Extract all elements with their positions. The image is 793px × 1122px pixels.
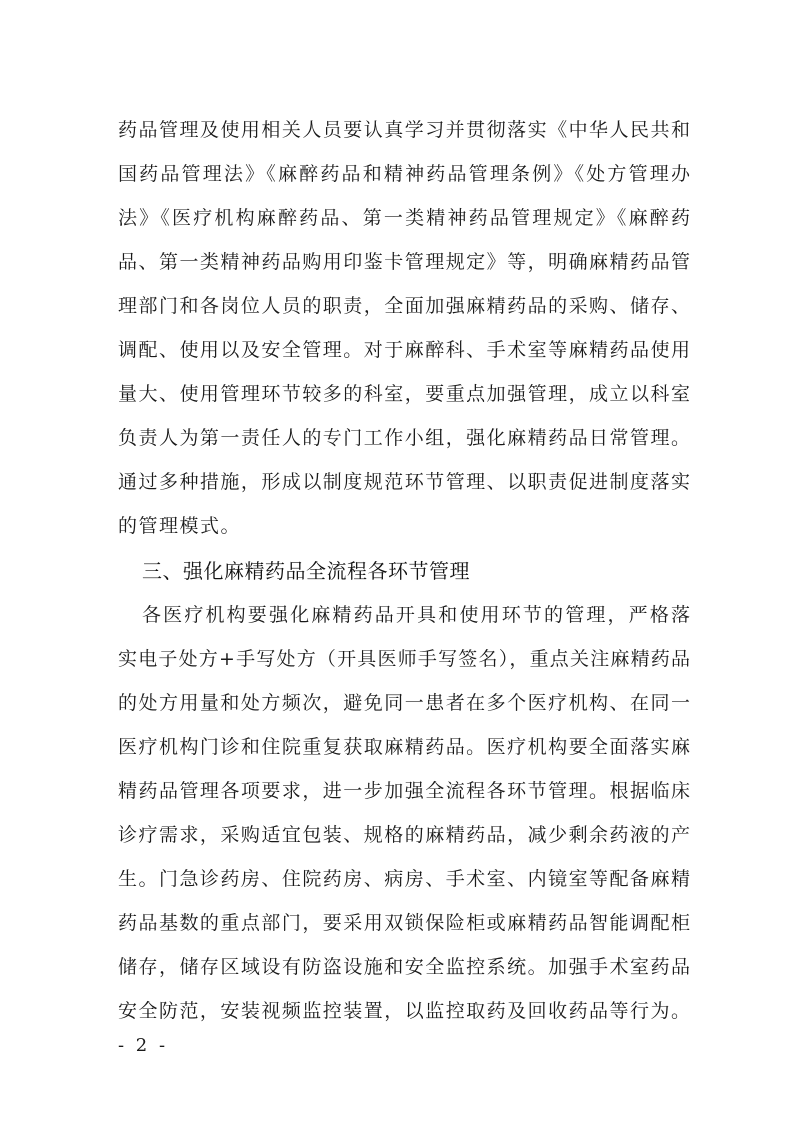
section-heading: 三、强化麻精药品全流程各环节管理 bbox=[142, 559, 470, 583]
paragraph-line: 药品基数的重点部门，要采用双锁保险柜或麻精药品智能调配柜 bbox=[118, 912, 690, 934]
paragraph-line: 实电子处方+手写处方（开具医师手写签名），重点关注麻精药品 bbox=[118, 648, 690, 670]
paragraph-line: 医疗机构门诊和住院重复获取麻精药品。医疗机构要全面落实麻 bbox=[118, 736, 690, 758]
paragraph-line: 理部门和各岗位人员的职责，全面加强麻精药品的采购、储存、 bbox=[118, 295, 690, 317]
paragraph-line: 通过多种措施，形成以制度规范环节管理、以职责促进制度落实 bbox=[118, 471, 690, 493]
paragraph-line: 量大、使用管理环节较多的科室，要重点加强管理，成立以科室 bbox=[118, 383, 690, 405]
paragraph-line: 品、第一类精神药品购用印鉴卡管理规定》等，明确麻精药品管 bbox=[118, 251, 690, 273]
paragraph-line: 各医疗机构要强化麻精药品开具和使用环节的管理，严格落 bbox=[142, 604, 690, 626]
page-number: - 2 - bbox=[118, 1035, 169, 1056]
paragraph-line: 安全防范，安装视频监控装置，以监控取药及回收药品等行为。 bbox=[118, 1000, 690, 1022]
paragraph-line: 精药品管理各项要求，进一步加强全流程各环节管理。根据临床 bbox=[118, 780, 690, 802]
paragraph-line: 的处方用量和处方频次，避免同一患者在多个医疗机构、在同一 bbox=[118, 692, 690, 714]
paragraph-line: 调配、使用以及安全管理。对于麻醉科、手术室等麻精药品使用 bbox=[118, 339, 690, 361]
paragraph-line: 储存，储存区域设有防盗设施和安全监控系统。加强手术室药品 bbox=[118, 956, 690, 978]
paragraph-line: 生。门急诊药房、住院药房、病房、手术室、内镜室等配备麻精 bbox=[118, 868, 690, 890]
paragraph-line: 法》《医疗机构麻醉药品、第一类精神药品管理规定》《麻醉药 bbox=[118, 207, 690, 229]
paragraph-line: 诊疗需求，采购适宜包装、规格的麻精药品，减少剩余药液的产 bbox=[118, 824, 690, 846]
paragraph-line: 的管理模式。 bbox=[118, 515, 242, 537]
paragraph-line: 药品管理及使用相关人员要认真学习并贯彻落实《中华人民共和 bbox=[118, 119, 690, 141]
paragraph-line: 国药品管理法》《麻醉药品和精神药品管理条例》《处方管理办 bbox=[118, 163, 690, 185]
paragraph-line: 负责人为第一责任人的专门工作小组，强化麻精药品日常管理。 bbox=[118, 427, 690, 449]
